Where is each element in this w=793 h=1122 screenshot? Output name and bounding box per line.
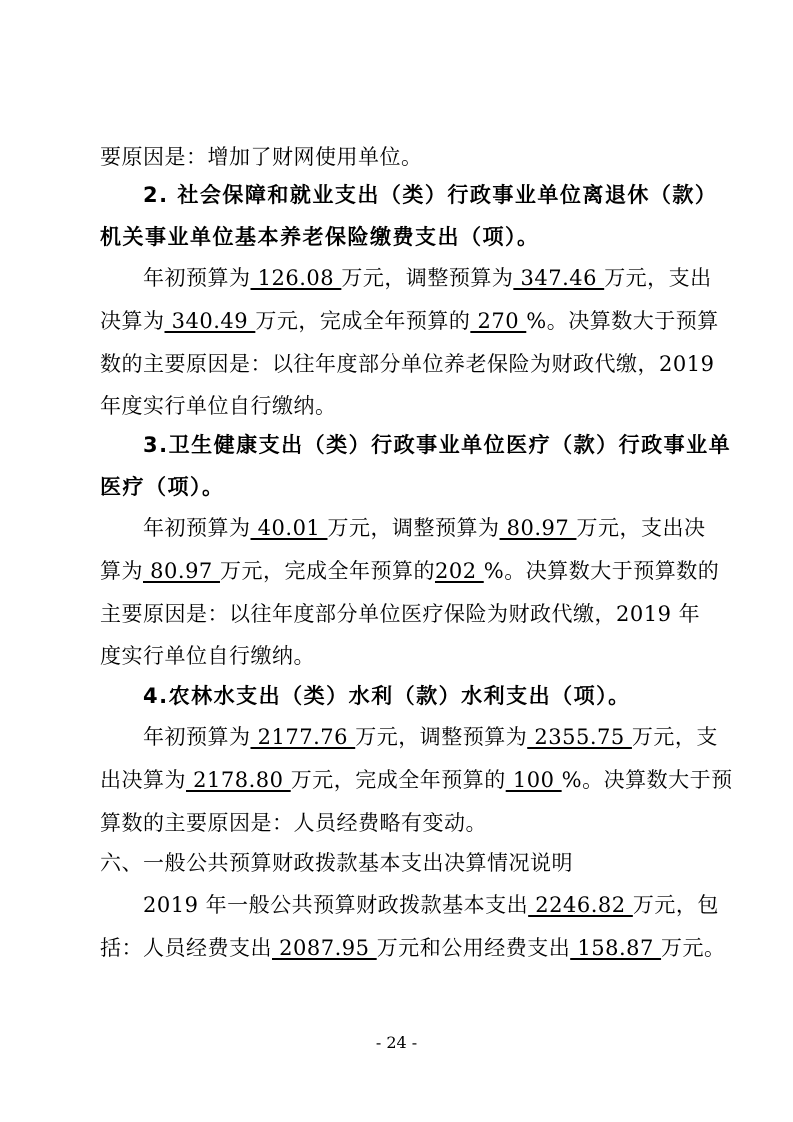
- paragraph-line: 年初预算为 2177.76 万元，调整预算为 2355.75 万元，支: [143, 725, 718, 749]
- personnel-expenditure-value: 2087.95: [272, 936, 377, 960]
- paragraph-line: 算数的主要原因是：人员经费略有变动。: [100, 811, 487, 835]
- paragraph-line: 数的主要原因是：以往年度部分单位养老保险为财政代缴，2019: [100, 352, 715, 376]
- completion-percent: 202: [434, 559, 484, 583]
- paragraph-line: 度实行单位自行缴纳。: [100, 644, 315, 668]
- section-heading-2-line2: 机关事业单位基本养老保险缴费支出（项）。: [100, 225, 540, 249]
- paragraph-line: 决算为 340.49 万元，完成全年预算的 270 %。决算数大于预算: [100, 309, 719, 333]
- paragraph-line: 年初预算为 126.08 万元，调整预算为 347.46 万元，支出: [143, 266, 712, 290]
- final-account-value: 2178.80: [186, 768, 291, 792]
- section-heading-6: 六、一般公共预算财政拨款基本支出决算情况说明: [100, 851, 573, 875]
- paragraph-line: 算为 80.97 万元，完成全年预算的202 %。决算数大于预算数的: [100, 559, 720, 583]
- adjusted-budget-value: 2355.75: [527, 725, 632, 749]
- paragraph-line: 括：人员经费支出 2087.95 万元和公用经费支出 158.87 万元。: [100, 936, 726, 960]
- initial-budget-value: 126.08: [250, 266, 342, 290]
- paragraph-line: 主要原因是：以往年度部分单位医疗保险为财政代缴，2019 年: [100, 602, 701, 626]
- completion-percent: 100: [505, 768, 562, 792]
- final-account-value: 80.97: [143, 559, 220, 583]
- adjusted-budget-value: 80.97: [499, 516, 577, 540]
- paragraph-line: 要原因是：增加了财网使用单位。: [100, 145, 423, 169]
- paragraph-line: 年度实行单位自行缴纳。: [100, 394, 337, 418]
- final-account-value: 340.49: [164, 309, 256, 333]
- initial-budget-value: 40.01: [250, 516, 328, 540]
- adjusted-budget-value: 347.46: [513, 266, 605, 290]
- completion-percent: 270: [470, 309, 527, 333]
- paragraph-line: 出决算为 2178.80 万元，完成全年预算的 100 %。决算数大于预: [100, 768, 733, 792]
- public-expenditure-value: 158.87: [570, 936, 662, 960]
- section-heading-4: 4.农林水支出（类）水利（款）水利支出（项）。: [143, 684, 631, 708]
- section-heading-2-line1: 2. 社会保障和就业支出（类）行政事业单位离退休（款）: [143, 183, 718, 207]
- section-heading-3-line2: 医疗（项）。: [100, 475, 225, 499]
- page-number: - 24 -: [375, 1033, 418, 1052]
- paragraph-line: 2019 年一般公共预算财政拨款基本支出 2246.82 万元，包: [143, 893, 719, 917]
- paragraph-line: 年初预算为 40.01 万元，调整预算为 80.97 万元，支出决: [143, 516, 706, 540]
- basic-expenditure-value: 2246.82: [528, 893, 633, 917]
- initial-budget-value: 2177.76: [250, 725, 356, 749]
- section-heading-3-line1: 3.卫生健康支出（类）行政事业单位医疗（款）行政事业单: [143, 433, 732, 457]
